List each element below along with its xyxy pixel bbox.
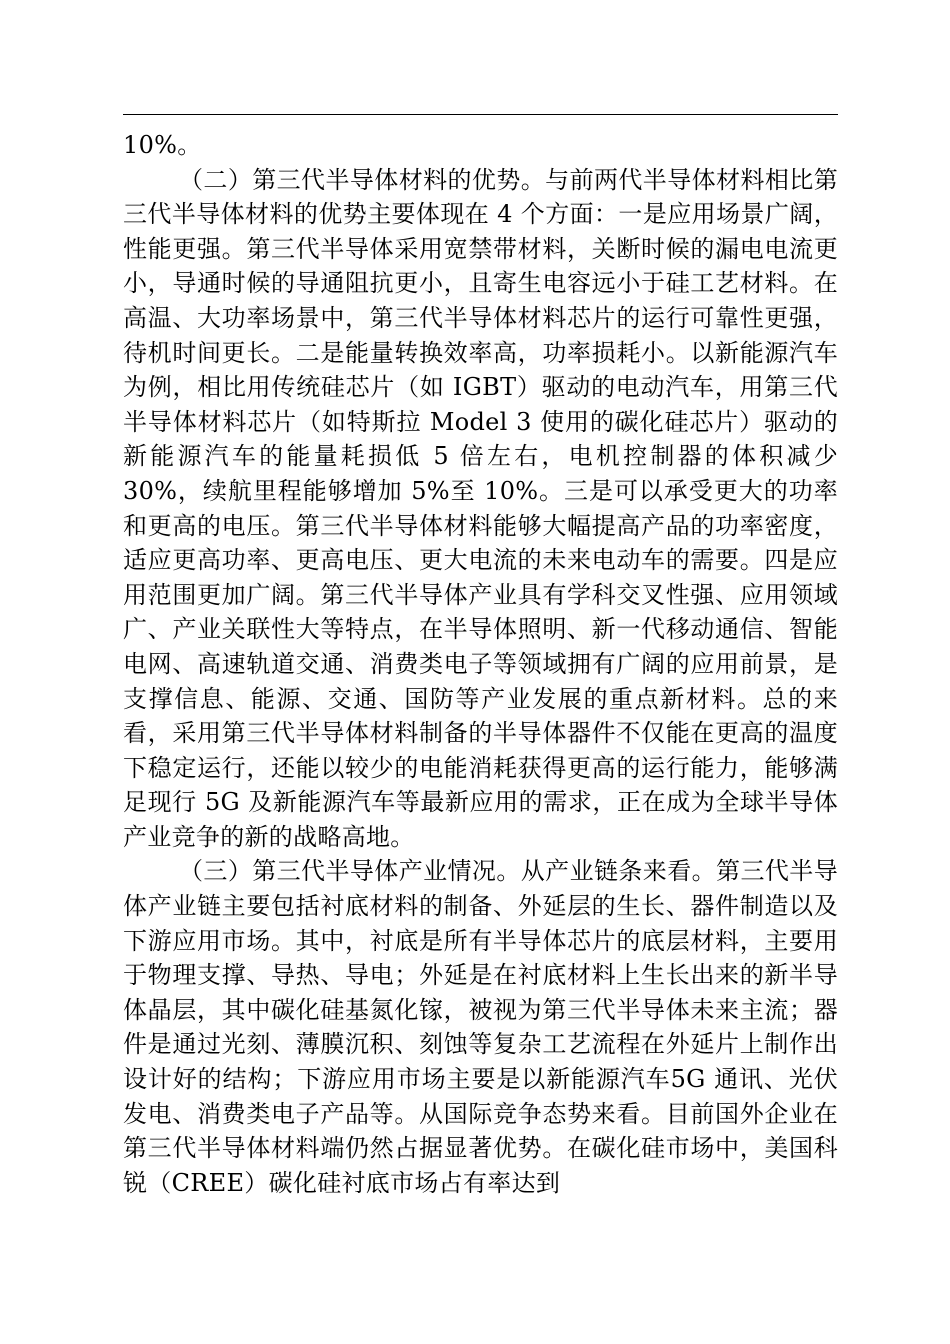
paragraph-third-gen-industry: （三）第三代半导体产业情况。从产业链条来看。第三代半导体产业链主要包括衬底材料的制备、外延层的生长、器件制造以及下游应用市场。其中，衬底是所有半导体芯片的底层材料，主要用于物理支撑、导热、导电；外延是在衬底材料上生长出来的新半导体晶层，其中碳化硅基氮化镓，被视为第三代半导体未来主流；器件是通过光刻、薄膜沉积、刻蚀等复杂工艺流程在外延片上制作出设计好的结构；下游应用市场主要是以新能源汽车5G 通讯、光伏发电、消费类电子产品等。从国际竞争态势来看。目前国外企业在第三代半导体材料端仍然占据显著优势。在碳化硅市场中，美国科锐（CREE）碳化硅衬底市场占有率达到 bbox=[123, 857, 838, 1197]
document-body bbox=[123, 128, 838, 1200]
paragraph-continuation: 10%。 bbox=[123, 131, 202, 159]
paragraph-third-gen-advantages: （二）第三代半导体材料的优势。与前两代半导体材料相比第三代半导体材料的优势主要体现在 4 个方面：一是应用场景广阔，性能更强。第三代半导体采用宽禁带材料，关断时候的漏电电流更小，导通时候的导通阻抗更小，且寄生电容远小于硅工艺材料。在高温、大功率场景中，第三代半导体材料芯片的运行可靠性更强，待机时间更长。二是能量转换效率高，功率损耗小。以新能源汽车为例，相比用传统硅芯片（如 IGBT）驱动的电动汽车，用第三代半导体材料芯片（如特斯拉 Model 3 使用的碳化硅芯片）驱动的新能源汽车的能量耗损低 5 倍左右，电机控制器的体积减少 30%，续航里程能够增加 5%至 10%。三是可以承受更大的功率和更高的电压。第三代半导体材料能够大幅提高产品的功率密度，适应更高功率、更高电压、更大电流的未来电动车的需要。四是应用范围更加广阔。第三代半导体产业具有学科交叉性强、应用领域广、产业关联性大等特点，在半导体照明、新一代移动通信、智能电网、高速轨道交通、消费类电子等领域拥有广阔的应用前景，是支撑信息、能源、交通、国防等产业发展的重点新材料。总的来看，采用第三代半导体材料制备的半导体器件不仅能在更高的温度下稳定运行，还能以较少的电能消耗获得更高的运行能力，能够满足现行 5G 及新能源汽车等最新应用的需求，正在成为全球半导体产业竞争的新的战略高地。 bbox=[123, 165, 838, 851]
header-divider bbox=[123, 114, 838, 115]
